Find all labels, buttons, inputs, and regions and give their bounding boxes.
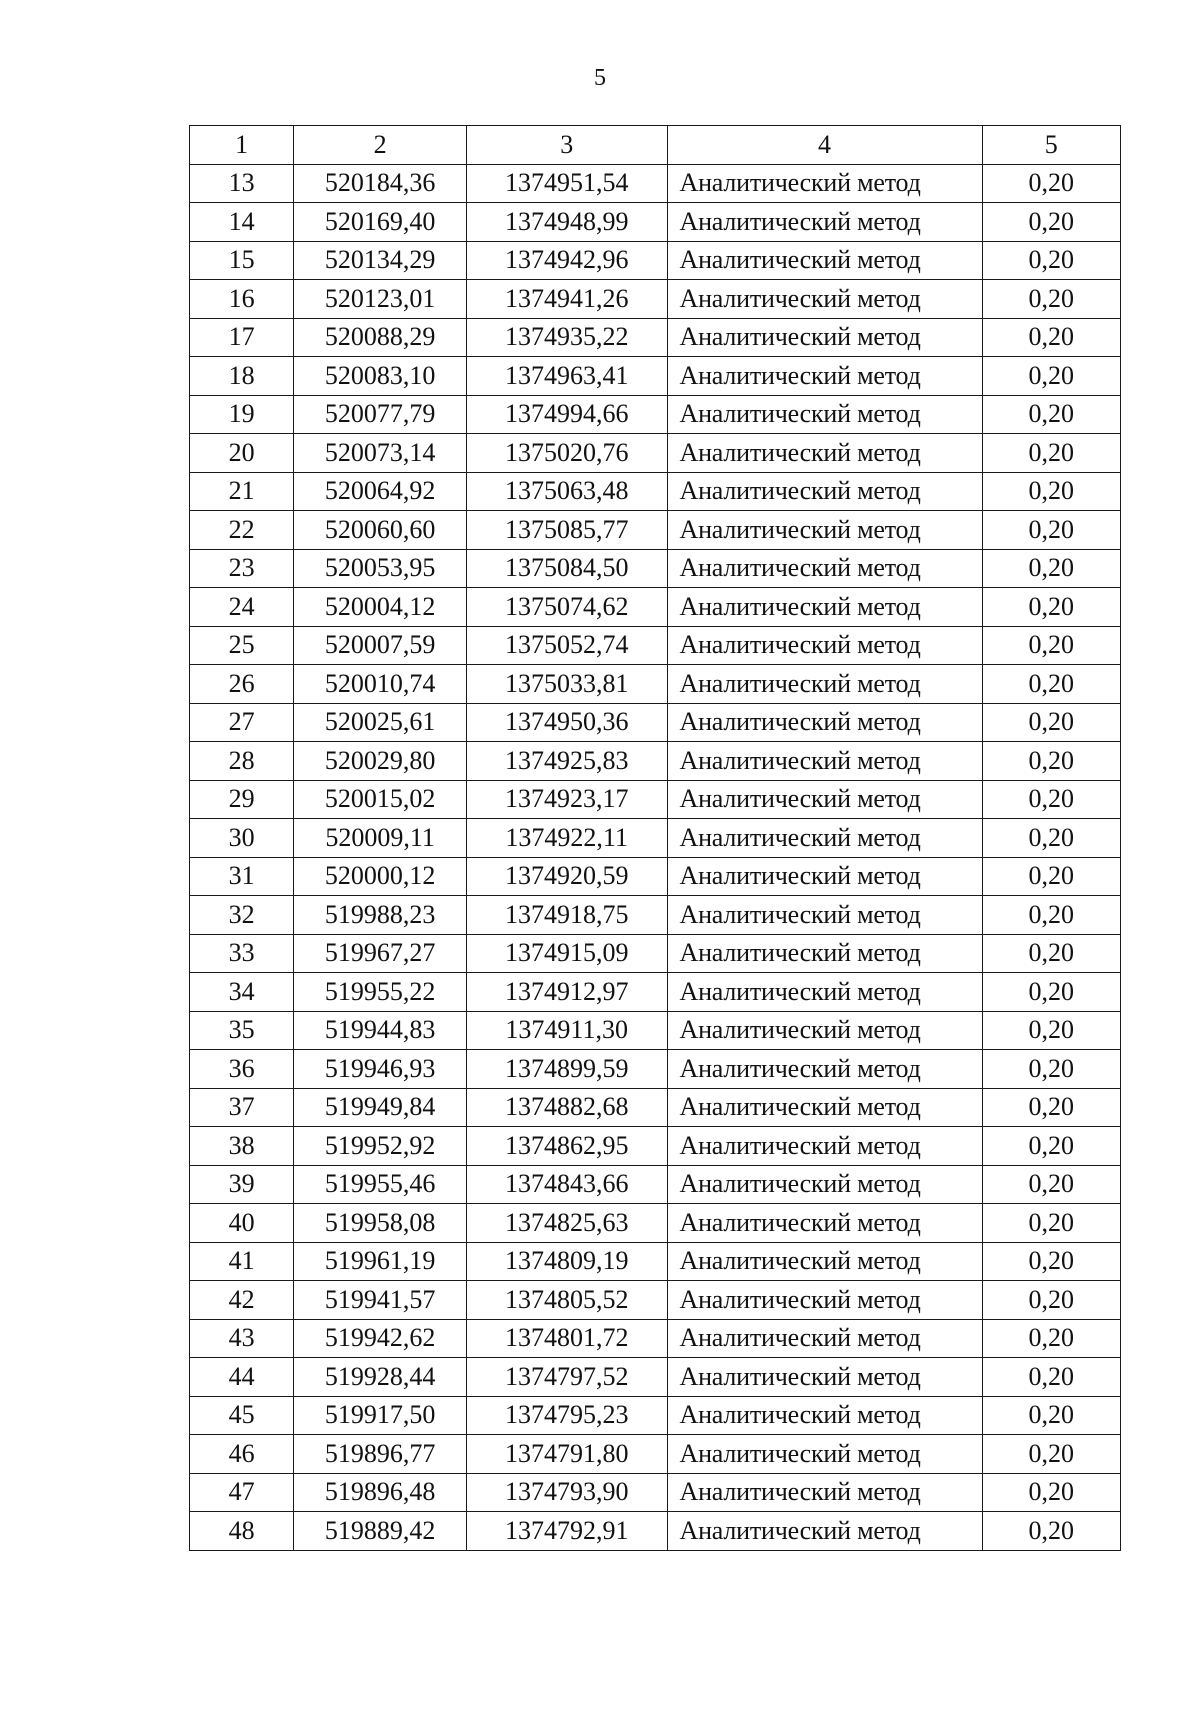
accuracy-cell: 0,20	[982, 1281, 1120, 1320]
table-row	[190, 588, 1121, 627]
table-row	[190, 1011, 1121, 1050]
x-coordinate-cell: 519928,44	[294, 1358, 467, 1397]
x-coordinate-cell: 519946,93	[294, 1050, 467, 1089]
table-row	[190, 1088, 1121, 1127]
method-cell: Аналитический метод	[667, 1242, 982, 1281]
point-number-cell: 15	[190, 241, 294, 280]
y-coordinate-cell: 1375063,48	[466, 472, 667, 511]
point-number-cell: 47	[190, 1473, 294, 1512]
point-number-cell: 43	[190, 1319, 294, 1358]
y-coordinate-cell: 1374923,17	[466, 780, 667, 819]
method-cell: Аналитический метод	[667, 665, 982, 704]
table-row	[190, 819, 1121, 858]
point-number-cell: 39	[190, 1165, 294, 1204]
y-coordinate-cell: 1374791,80	[466, 1435, 667, 1474]
accuracy-cell: 0,20	[982, 973, 1120, 1012]
accuracy-cell: 0,20	[982, 896, 1120, 935]
method-cell: Аналитический метод	[667, 1204, 982, 1243]
accuracy-cell: 0,20	[982, 1088, 1120, 1127]
y-coordinate-cell: 1374935,22	[466, 318, 667, 357]
y-coordinate-cell: 1375074,62	[466, 588, 667, 627]
x-coordinate-cell: 520073,14	[294, 434, 467, 473]
table-row	[190, 1050, 1121, 1089]
y-coordinate-cell: 1374920,59	[466, 857, 667, 896]
point-number-cell: 16	[190, 280, 294, 319]
method-cell: Аналитический метод	[667, 1473, 982, 1512]
y-coordinate-cell: 1374882,68	[466, 1088, 667, 1127]
x-coordinate-cell: 519917,50	[294, 1396, 467, 1435]
x-coordinate-cell: 519961,19	[294, 1242, 467, 1281]
point-number-cell: 35	[190, 1011, 294, 1050]
accuracy-cell: 0,20	[982, 1204, 1120, 1243]
y-coordinate-cell: 1374911,30	[466, 1011, 667, 1050]
coordinates-table	[189, 125, 1121, 1551]
accuracy-cell: 0,20	[982, 934, 1120, 973]
accuracy-cell: 0,20	[982, 819, 1120, 858]
accuracy-cell: 0,20	[982, 742, 1120, 781]
y-coordinate-cell: 1374795,23	[466, 1396, 667, 1435]
method-cell: Аналитический метод	[667, 896, 982, 935]
point-number-cell: 33	[190, 934, 294, 973]
table-row	[190, 665, 1121, 704]
accuracy-cell: 0,20	[982, 241, 1120, 280]
x-coordinate-cell: 519896,48	[294, 1473, 467, 1512]
y-coordinate-cell: 1374862,95	[466, 1127, 667, 1166]
table-row	[190, 472, 1121, 511]
x-coordinate-cell: 520064,92	[294, 472, 467, 511]
x-coordinate-cell: 520083,10	[294, 357, 467, 396]
x-coordinate-cell: 520015,02	[294, 780, 467, 819]
x-coordinate-cell: 519955,46	[294, 1165, 467, 1204]
point-number-cell: 19	[190, 395, 294, 434]
method-cell: Аналитический метод	[667, 434, 982, 473]
x-coordinate-cell: 520053,95	[294, 549, 467, 588]
table-row	[190, 164, 1121, 203]
x-coordinate-cell: 520009,11	[294, 819, 467, 858]
accuracy-cell: 0,20	[982, 1165, 1120, 1204]
y-coordinate-cell: 1374948,99	[466, 203, 667, 242]
method-cell: Аналитический метод	[667, 973, 982, 1012]
table-row	[190, 1319, 1121, 1358]
x-coordinate-cell: 519952,92	[294, 1127, 467, 1166]
accuracy-cell: 0,20	[982, 357, 1120, 396]
x-coordinate-cell: 519942,62	[294, 1319, 467, 1358]
column-header-1: 1	[190, 126, 294, 165]
table-row	[190, 318, 1121, 357]
point-number-cell: 22	[190, 511, 294, 550]
method-cell: Аналитический метод	[667, 588, 982, 627]
table-row	[190, 1204, 1121, 1243]
x-coordinate-cell: 520004,12	[294, 588, 467, 627]
method-cell: Аналитический метод	[667, 511, 982, 550]
method-cell: Аналитический метод	[667, 1127, 982, 1166]
y-coordinate-cell: 1374797,52	[466, 1358, 667, 1397]
x-coordinate-cell: 520007,59	[294, 626, 467, 665]
accuracy-cell: 0,20	[982, 665, 1120, 704]
column-header-5: 5	[982, 126, 1120, 165]
x-coordinate-cell: 519944,83	[294, 1011, 467, 1050]
accuracy-cell: 0,20	[982, 164, 1120, 203]
table-row	[190, 934, 1121, 973]
y-coordinate-cell: 1375085,77	[466, 511, 667, 550]
x-coordinate-cell: 519889,42	[294, 1512, 467, 1551]
table-row	[190, 434, 1121, 473]
point-number-cell: 36	[190, 1050, 294, 1089]
accuracy-cell: 0,20	[982, 1396, 1120, 1435]
table-row	[190, 357, 1121, 396]
point-number-cell: 41	[190, 1242, 294, 1281]
method-cell: Аналитический метод	[667, 934, 982, 973]
method-cell: Аналитический метод	[667, 819, 982, 858]
accuracy-cell: 0,20	[982, 1473, 1120, 1512]
accuracy-cell: 0,20	[982, 280, 1120, 319]
x-coordinate-cell: 520029,80	[294, 742, 467, 781]
method-cell: Аналитический метод	[667, 395, 982, 434]
method-cell: Аналитический метод	[667, 780, 982, 819]
x-coordinate-cell: 520184,36	[294, 164, 467, 203]
table-header-row	[190, 126, 1121, 165]
method-cell: Аналитический метод	[667, 1281, 982, 1320]
accuracy-cell: 0,20	[982, 318, 1120, 357]
accuracy-cell: 0,20	[982, 703, 1120, 742]
x-coordinate-cell: 520010,74	[294, 665, 467, 704]
point-number-cell: 32	[190, 896, 294, 935]
table-row	[190, 1473, 1121, 1512]
table-row	[190, 203, 1121, 242]
point-number-cell: 25	[190, 626, 294, 665]
accuracy-cell: 0,20	[982, 857, 1120, 896]
x-coordinate-cell: 520060,60	[294, 511, 467, 550]
table-row	[190, 1435, 1121, 1474]
y-coordinate-cell: 1375033,81	[466, 665, 667, 704]
column-header-2: 2	[294, 126, 467, 165]
table-row	[190, 1281, 1121, 1320]
y-coordinate-cell: 1374922,11	[466, 819, 667, 858]
point-number-cell: 13	[190, 164, 294, 203]
table-header	[190, 126, 1121, 165]
y-coordinate-cell: 1375052,74	[466, 626, 667, 665]
table-body	[190, 164, 1121, 1550]
y-coordinate-cell: 1374963,41	[466, 357, 667, 396]
accuracy-cell: 0,20	[982, 1242, 1120, 1281]
accuracy-cell: 0,20	[982, 434, 1120, 473]
y-coordinate-cell: 1374825,63	[466, 1204, 667, 1243]
x-coordinate-cell: 520077,79	[294, 395, 467, 434]
method-cell: Аналитический метод	[667, 1050, 982, 1089]
y-coordinate-cell: 1374793,90	[466, 1473, 667, 1512]
x-coordinate-cell: 520169,40	[294, 203, 467, 242]
x-coordinate-cell: 520000,12	[294, 857, 467, 896]
method-cell: Аналитический метод	[667, 1358, 982, 1397]
table-row	[190, 395, 1121, 434]
method-cell: Аналитический метод	[667, 549, 982, 588]
method-cell: Аналитический метод	[667, 1165, 982, 1204]
y-coordinate-cell: 1374792,91	[466, 1512, 667, 1551]
method-cell: Аналитический метод	[667, 241, 982, 280]
table-row	[190, 549, 1121, 588]
point-number-cell: 23	[190, 549, 294, 588]
x-coordinate-cell: 519941,57	[294, 1281, 467, 1320]
y-coordinate-cell: 1374912,97	[466, 973, 667, 1012]
method-cell: Аналитический метод	[667, 1435, 982, 1474]
point-number-cell: 26	[190, 665, 294, 704]
point-number-cell: 24	[190, 588, 294, 627]
x-coordinate-cell: 519967,27	[294, 934, 467, 973]
table-row	[190, 280, 1121, 319]
table-row	[190, 1358, 1121, 1397]
point-number-cell: 21	[190, 472, 294, 511]
method-cell: Аналитический метод	[667, 703, 982, 742]
point-number-cell: 48	[190, 1512, 294, 1551]
column-header-4: 4	[667, 126, 982, 165]
method-cell: Аналитический метод	[667, 1396, 982, 1435]
table-row	[190, 1242, 1121, 1281]
accuracy-cell: 0,20	[982, 1319, 1120, 1358]
point-number-cell: 27	[190, 703, 294, 742]
point-number-cell: 29	[190, 780, 294, 819]
x-coordinate-cell: 520134,29	[294, 241, 467, 280]
method-cell: Аналитический метод	[667, 1319, 982, 1358]
method-cell: Аналитический метод	[667, 1512, 982, 1551]
accuracy-cell: 0,20	[982, 1512, 1120, 1551]
method-cell: Аналитический метод	[667, 742, 982, 781]
table-row	[190, 1127, 1121, 1166]
point-number-cell: 20	[190, 434, 294, 473]
point-number-cell: 18	[190, 357, 294, 396]
point-number-cell: 46	[190, 1435, 294, 1474]
table-row	[190, 703, 1121, 742]
y-coordinate-cell: 1375084,50	[466, 549, 667, 588]
accuracy-cell: 0,20	[982, 395, 1120, 434]
method-cell: Аналитический метод	[667, 857, 982, 896]
y-coordinate-cell: 1374805,52	[466, 1281, 667, 1320]
y-coordinate-cell: 1374994,66	[466, 395, 667, 434]
y-coordinate-cell: 1374942,96	[466, 241, 667, 280]
page-number: 5	[594, 65, 606, 91]
method-cell: Аналитический метод	[667, 164, 982, 203]
point-number-cell: 34	[190, 973, 294, 1012]
accuracy-cell: 0,20	[982, 588, 1120, 627]
accuracy-cell: 0,20	[982, 511, 1120, 550]
point-number-cell: 40	[190, 1204, 294, 1243]
point-number-cell: 45	[190, 1396, 294, 1435]
y-coordinate-cell: 1374951,54	[466, 164, 667, 203]
point-number-cell: 44	[190, 1358, 294, 1397]
method-cell: Аналитический метод	[667, 357, 982, 396]
y-coordinate-cell: 1374915,09	[466, 934, 667, 973]
table-row	[190, 857, 1121, 896]
accuracy-cell: 0,20	[982, 1435, 1120, 1474]
point-number-cell: 28	[190, 742, 294, 781]
x-coordinate-cell: 519896,77	[294, 1435, 467, 1474]
x-coordinate-cell: 520123,01	[294, 280, 467, 319]
y-coordinate-cell: 1374899,59	[466, 1050, 667, 1089]
method-cell: Аналитический метод	[667, 318, 982, 357]
point-number-cell: 17	[190, 318, 294, 357]
accuracy-cell: 0,20	[982, 780, 1120, 819]
point-number-cell: 31	[190, 857, 294, 896]
x-coordinate-cell: 520088,29	[294, 318, 467, 357]
point-number-cell: 30	[190, 819, 294, 858]
accuracy-cell: 0,20	[982, 1011, 1120, 1050]
method-cell: Аналитический метод	[667, 472, 982, 511]
method-cell: Аналитический метод	[667, 1088, 982, 1127]
accuracy-cell: 0,20	[982, 626, 1120, 665]
accuracy-cell: 0,20	[982, 1358, 1120, 1397]
table-row	[190, 1165, 1121, 1204]
table-row	[190, 626, 1121, 665]
table-row	[190, 241, 1121, 280]
method-cell: Аналитический метод	[667, 1011, 982, 1050]
accuracy-cell: 0,20	[982, 472, 1120, 511]
y-coordinate-cell: 1374941,26	[466, 280, 667, 319]
x-coordinate-cell: 519955,22	[294, 973, 467, 1012]
point-number-cell: 38	[190, 1127, 294, 1166]
accuracy-cell: 0,20	[982, 549, 1120, 588]
column-header-3: 3	[466, 126, 667, 165]
y-coordinate-cell: 1374809,19	[466, 1242, 667, 1281]
accuracy-cell: 0,20	[982, 1050, 1120, 1089]
y-coordinate-cell: 1375020,76	[466, 434, 667, 473]
method-cell: Аналитический метод	[667, 203, 982, 242]
accuracy-cell: 0,20	[982, 203, 1120, 242]
method-cell: Аналитический метод	[667, 280, 982, 319]
method-cell: Аналитический метод	[667, 626, 982, 665]
table-row	[190, 511, 1121, 550]
table-row	[190, 780, 1121, 819]
y-coordinate-cell: 1374950,36	[466, 703, 667, 742]
point-number-cell: 37	[190, 1088, 294, 1127]
x-coordinate-cell: 519958,08	[294, 1204, 467, 1243]
y-coordinate-cell: 1374843,66	[466, 1165, 667, 1204]
y-coordinate-cell: 1374925,83	[466, 742, 667, 781]
accuracy-cell: 0,20	[982, 1127, 1120, 1166]
x-coordinate-cell: 519949,84	[294, 1088, 467, 1127]
point-number-cell: 14	[190, 203, 294, 242]
table-row	[190, 1512, 1121, 1551]
table-row	[190, 742, 1121, 781]
x-coordinate-cell: 520025,61	[294, 703, 467, 742]
y-coordinate-cell: 1374801,72	[466, 1319, 667, 1358]
table-row	[190, 973, 1121, 1012]
x-coordinate-cell: 519988,23	[294, 896, 467, 935]
table-row	[190, 896, 1121, 935]
point-number-cell: 42	[190, 1281, 294, 1320]
table-row	[190, 1396, 1121, 1435]
y-coordinate-cell: 1374918,75	[466, 896, 667, 935]
